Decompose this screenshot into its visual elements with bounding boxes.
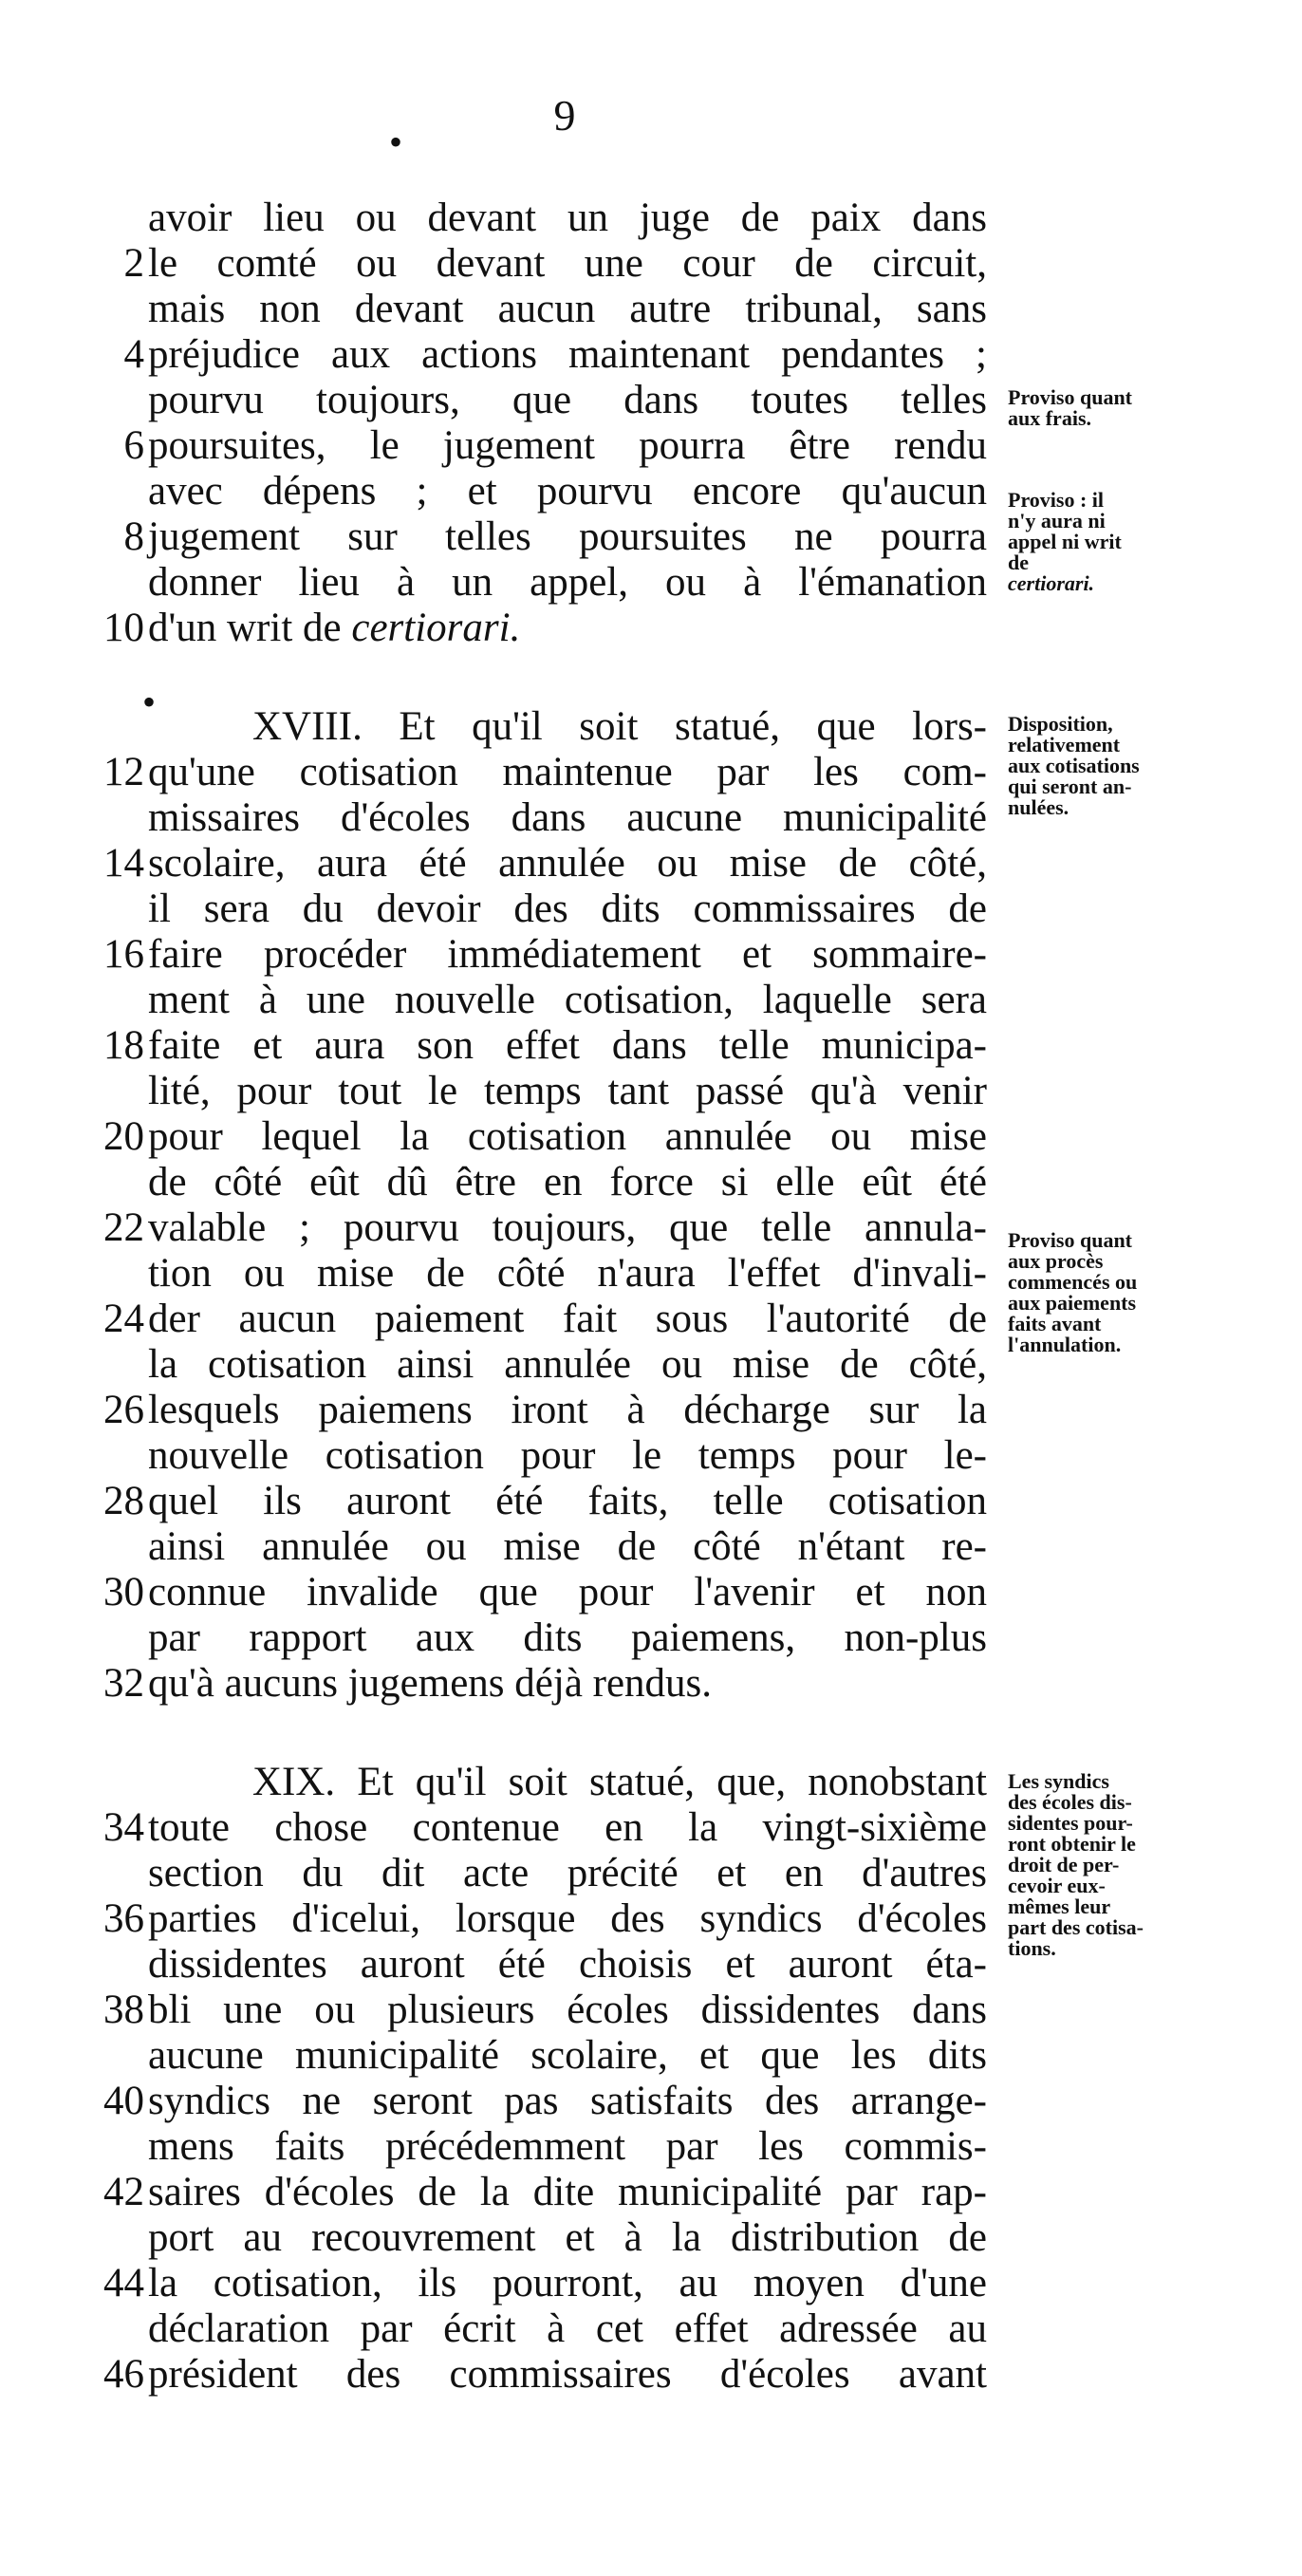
line-number: 44 xyxy=(103,2261,144,2305)
line-text: faite et aura son effet dans telle municipa- xyxy=(148,1023,987,1068)
margin-note-line: l'annulation. xyxy=(1008,1333,1122,1356)
text-line xyxy=(76,1615,987,1661)
text-line xyxy=(76,1160,987,1205)
margin-note-line: aux frais. xyxy=(1008,406,1091,430)
line-text: parties d'icelui, lorsque des syndics d'écoles xyxy=(148,1896,987,1941)
text-line xyxy=(76,423,987,469)
margin-note-line: part des cotisa- xyxy=(1008,1915,1144,1939)
text-line xyxy=(76,1942,987,1988)
text-line xyxy=(76,241,987,287)
line-text: tion ou mise de côté n'aura l'effet d'invali- xyxy=(148,1251,987,1296)
speck: • xyxy=(389,121,403,163)
margin-note-proviso-proces xyxy=(1008,1230,1198,1355)
text-line xyxy=(76,2215,987,2261)
line-text: lité, pour tout le temps tant passé qu'à venir xyxy=(148,1069,987,1113)
line-number: 20 xyxy=(103,1114,144,1159)
text-line xyxy=(76,1851,987,1896)
text-line xyxy=(76,1388,987,1433)
text-line xyxy=(76,1023,987,1069)
text-line xyxy=(76,1205,987,1251)
line-number: 28 xyxy=(103,1479,144,1523)
text-line xyxy=(76,1988,987,2033)
margin-note-word: de xyxy=(1008,551,1029,574)
margin-note-line: qui seront an- xyxy=(1008,775,1132,798)
margin-note-line: ront obtenir le xyxy=(1008,1832,1136,1856)
margin-note-line: cevoir eux- xyxy=(1008,1874,1106,1897)
speck: • xyxy=(142,681,157,723)
text-line xyxy=(76,2079,987,2124)
text-line xyxy=(76,1524,987,1570)
line-text: lesquels paiemens iront à décharge sur la xyxy=(148,1388,987,1432)
text-line xyxy=(76,287,987,332)
line-number: 12 xyxy=(103,750,144,794)
line-text: saires d'écoles de la dite municipalité par rap- xyxy=(148,2170,987,2214)
line-text: par rapport aux dits paiemens, non-plus xyxy=(148,1615,987,1660)
text-line xyxy=(76,378,987,423)
text-line xyxy=(76,1805,987,1851)
margin-note-line: relativement xyxy=(1008,733,1121,756)
line-number: 34 xyxy=(103,1805,144,1850)
line-text: dissidentes auront été choisis et auront éta- xyxy=(148,1942,987,1987)
line-text: syndics ne seront pas satisfaits des arrange- xyxy=(148,2079,987,2123)
line-number: 18 xyxy=(103,1023,144,1068)
margin-note-line: Proviso quant xyxy=(1008,1228,1133,1252)
line-text: ment à une nouvelle cotisation, laquelle sera xyxy=(148,978,987,1022)
margin-note-line: des écoles dis- xyxy=(1008,1790,1132,1814)
text-line xyxy=(76,1760,987,1805)
line-number: 8 xyxy=(123,514,144,559)
line-text: pour lequel la cotisation annulée ou mise xyxy=(148,1114,987,1159)
margin-note-proviso-appel xyxy=(1008,490,1198,594)
line-text: qu'à aucuns jugemens déjà rendus. xyxy=(148,1661,713,1706)
page-number: 9 xyxy=(553,91,576,140)
line-text: missaires d'écoles dans aucune municipalité xyxy=(148,795,987,840)
margin-note-line: nulées. xyxy=(1008,795,1070,819)
line-number: 24 xyxy=(103,1297,144,1341)
margin-note-line: droit de per- xyxy=(1008,1853,1120,1876)
line-text: quel ils auront été faits, telle cotisation xyxy=(148,1479,987,1523)
text-line xyxy=(76,1661,987,1707)
text-line xyxy=(76,1342,987,1388)
line-text: connue invalide que pour l'avenir et non xyxy=(148,1570,987,1615)
text-line xyxy=(76,332,987,378)
text-line xyxy=(76,1297,987,1342)
line-text: déclaration par écrit à cet effet adressée au xyxy=(148,2306,987,2351)
margin-note-line: mêmes leur xyxy=(1008,1895,1111,1918)
line-text: ainsi annulée ou mise de côté n'étant re- xyxy=(148,1524,987,1569)
line-text-italic: certiorari. xyxy=(351,606,521,650)
margin-note-line: faits avant xyxy=(1008,1312,1102,1335)
line-text: nouvelle cotisation pour le temps pour le- xyxy=(148,1433,987,1478)
line-text: préjudice aux actions maintenant pendantes ; xyxy=(148,332,987,377)
margin-note-line: aux procès xyxy=(1008,1249,1104,1273)
line-number: 10 xyxy=(103,606,144,650)
text-line xyxy=(76,1479,987,1524)
line-text: avoir lieu ou devant un juge de paix dans xyxy=(148,196,987,240)
line-number: 40 xyxy=(103,2079,144,2123)
line-number: 36 xyxy=(103,1896,144,1941)
line-number: 16 xyxy=(103,932,144,977)
text-line xyxy=(76,2352,987,2398)
line-text: port au recouvrement et à la distribution de xyxy=(148,2215,987,2260)
text-line xyxy=(76,2261,987,2306)
text-line xyxy=(76,1570,987,1615)
line-text: mens faits précédemment par les commis- xyxy=(148,2124,987,2169)
text-line xyxy=(76,704,987,750)
line-text: donner lieu à un appel, ou à l'émanation xyxy=(148,560,987,605)
line-text: der aucun paiement fait sous l'autorité de xyxy=(148,1297,987,1341)
margin-note-line: tions. xyxy=(1008,1936,1056,1960)
line-text: faire procéder immédiatement et sommaire- xyxy=(148,932,987,977)
margin-note-line: Proviso quant xyxy=(1008,385,1133,409)
line-text: le comté ou devant une cour de circuit, xyxy=(148,241,987,286)
text-line xyxy=(76,514,987,560)
line-number: 26 xyxy=(103,1388,144,1432)
section-heading-line: XIX. Et qu'il soit statué, que, nonobstant xyxy=(252,1760,987,1804)
line-text: la cotisation, ils pourront, au moyen d'une xyxy=(148,2261,987,2305)
line-text: président des commissaires d'écoles avant xyxy=(148,2352,987,2397)
line-text: toute chose contenue en la vingt-sixième xyxy=(148,1805,987,1850)
line-text: scolaire, aura été annulée ou mise de côté, xyxy=(148,841,987,886)
line-text: valable ; pourvu toujours, que telle annula- xyxy=(148,1205,987,1250)
margin-note-line: aux paiements xyxy=(1008,1291,1137,1315)
margin-note-line: Les syndics xyxy=(1008,1769,1109,1793)
text-line xyxy=(76,2124,987,2170)
text-line xyxy=(76,2170,987,2215)
margin-note-line: n'y aura ni xyxy=(1008,509,1106,532)
text-line xyxy=(76,1433,987,1479)
margin-note-syndics xyxy=(1008,1771,1198,1959)
line-text: la cotisation ainsi annulée ou mise de côté, xyxy=(148,1342,987,1387)
section-heading-line: XVIII. Et qu'il soit statué, que lors- xyxy=(252,704,987,749)
margin-note-line: commencés ou xyxy=(1008,1270,1138,1294)
margin-note-line: appel ni writ xyxy=(1008,530,1122,553)
text-line xyxy=(76,841,987,887)
text-line xyxy=(76,1251,987,1297)
text-line xyxy=(76,469,987,514)
margin-note-italic: certiorari. xyxy=(1008,571,1095,595)
line-text: aucune municipalité scolaire, et que les dits xyxy=(148,2033,987,2078)
line-text: bli une ou plusieurs écoles dissidentes dans xyxy=(148,1988,987,2032)
text-line xyxy=(76,2033,987,2079)
text-line xyxy=(76,1896,987,1942)
margin-note-line xyxy=(1008,552,1198,594)
line-number: 2 xyxy=(123,241,144,286)
line-text: qu'une cotisation maintenue par les com- xyxy=(148,750,987,794)
margin-note-proviso-frais xyxy=(1008,387,1198,429)
line-number: 42 xyxy=(103,2170,144,2214)
margin-note-line: sidentes pour- xyxy=(1008,1811,1133,1835)
text-line xyxy=(76,2306,987,2352)
line-number: 14 xyxy=(103,841,144,886)
line-text: jugement sur telles poursuites ne pourra xyxy=(148,514,987,559)
line-number: 4 xyxy=(123,332,144,377)
line-number: 22 xyxy=(103,1205,144,1250)
text-line xyxy=(76,606,987,651)
line-number: 46 xyxy=(103,2352,144,2397)
text-line xyxy=(76,196,987,241)
line-number: 6 xyxy=(123,423,144,468)
line-number: 32 xyxy=(103,1661,144,1706)
text-line xyxy=(76,887,987,932)
line-text: avec dépens ; et pourvu encore qu'aucun xyxy=(148,469,987,513)
margin-note-line: aux cotisations xyxy=(1008,754,1140,777)
line-text: pourvu toujours, que dans toutes telles xyxy=(148,378,987,422)
line-text: de côté eût dû être en force si elle eût été xyxy=(148,1160,987,1204)
text-line xyxy=(76,978,987,1023)
text-line xyxy=(76,1069,987,1114)
text-line xyxy=(76,1114,987,1160)
text-line xyxy=(76,750,987,795)
line-number: 38 xyxy=(103,1988,144,2032)
text-line xyxy=(76,560,987,606)
margin-note-line: Disposition, xyxy=(1008,712,1113,736)
margin-note-disposition xyxy=(1008,714,1198,818)
line-text: d'un writ de xyxy=(148,606,342,650)
line-text: poursuites, le jugement pourra être rendu xyxy=(148,423,987,468)
text-line xyxy=(76,932,987,978)
line-text: il sera du devoir des dits commissaires de xyxy=(148,887,987,931)
margin-note-line: Proviso : il xyxy=(1008,488,1105,512)
line-number: 30 xyxy=(103,1570,144,1615)
line-text: section du dit acte précité et en d'autres xyxy=(148,1851,987,1895)
text-line xyxy=(76,795,987,841)
line-text: mais non devant aucun autre tribunal, sans xyxy=(148,287,987,331)
